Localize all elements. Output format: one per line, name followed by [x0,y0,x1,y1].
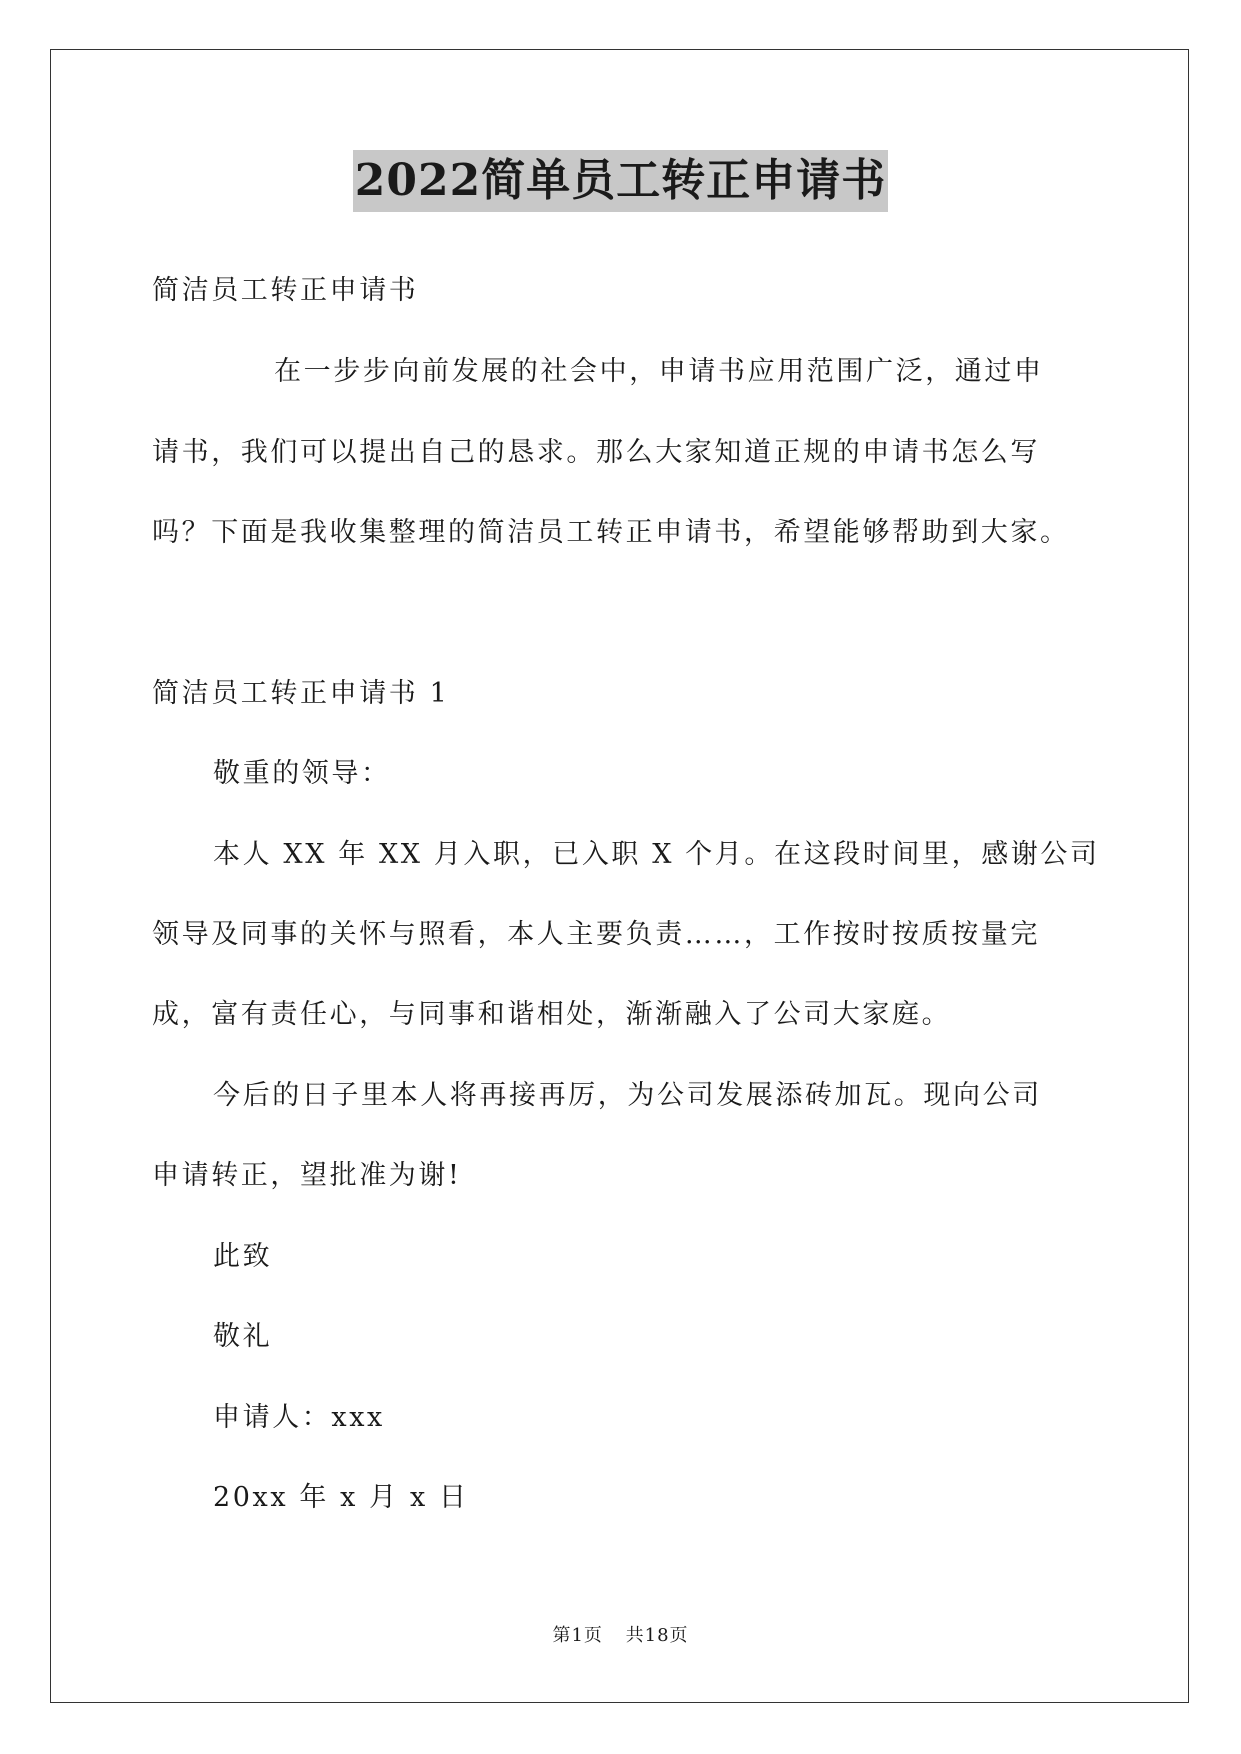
page-footer [0,1624,1241,1648]
closing-line-1: 此致 [213,1241,273,1272]
page-number-current: 第1页 [552,1625,603,1646]
document-title: 2022简单员工转正申请书 [353,150,888,212]
body-line-5: 申请转正，望批准为谢! [152,1160,462,1191]
body-line-3: 成，富有责任心，与同事和谐相处，渐渐融入了公司大家庭。 [152,999,952,1030]
page-number-total: 共18页 [625,1625,689,1646]
applicant-line: 申请人：xxx [213,1402,385,1433]
body-line-1: 本人 XX 年 XX 月入职，已入职 X 个月。在这段时间里，感谢公司 [213,839,1100,870]
body-line-4: 今后的日子里本人将再接再厉，为公司发展添砖加瓦。现向公司 [213,1080,1042,1111]
intro-line-1: 在一步步向前发展的社会中，申请书应用范围广泛，通过申 [274,356,1044,387]
document-subtitle: 简洁员工转正申请书 [152,275,419,306]
closing-line-2: 敬礼 [213,1321,273,1352]
date-line: 20xx 年 x 月 x 日 [213,1482,469,1513]
salutation: 敬重的领导： [213,758,391,789]
intro-line-2: 请书，我们可以提出自己的恳求。那么大家知道正规的申请书怎么写 [152,437,1040,468]
body-line-2: 领导及同事的关怀与照看，本人主要负责……，工作按时按质按量完 [152,919,1040,950]
title-wrapper [0,150,1241,212]
intro-line-3: 吗？下面是我收集整理的简洁员工转正申请书，希望能够帮助到大家。 [152,517,1070,548]
section-heading: 简洁员工转正申请书 1 [152,678,450,709]
